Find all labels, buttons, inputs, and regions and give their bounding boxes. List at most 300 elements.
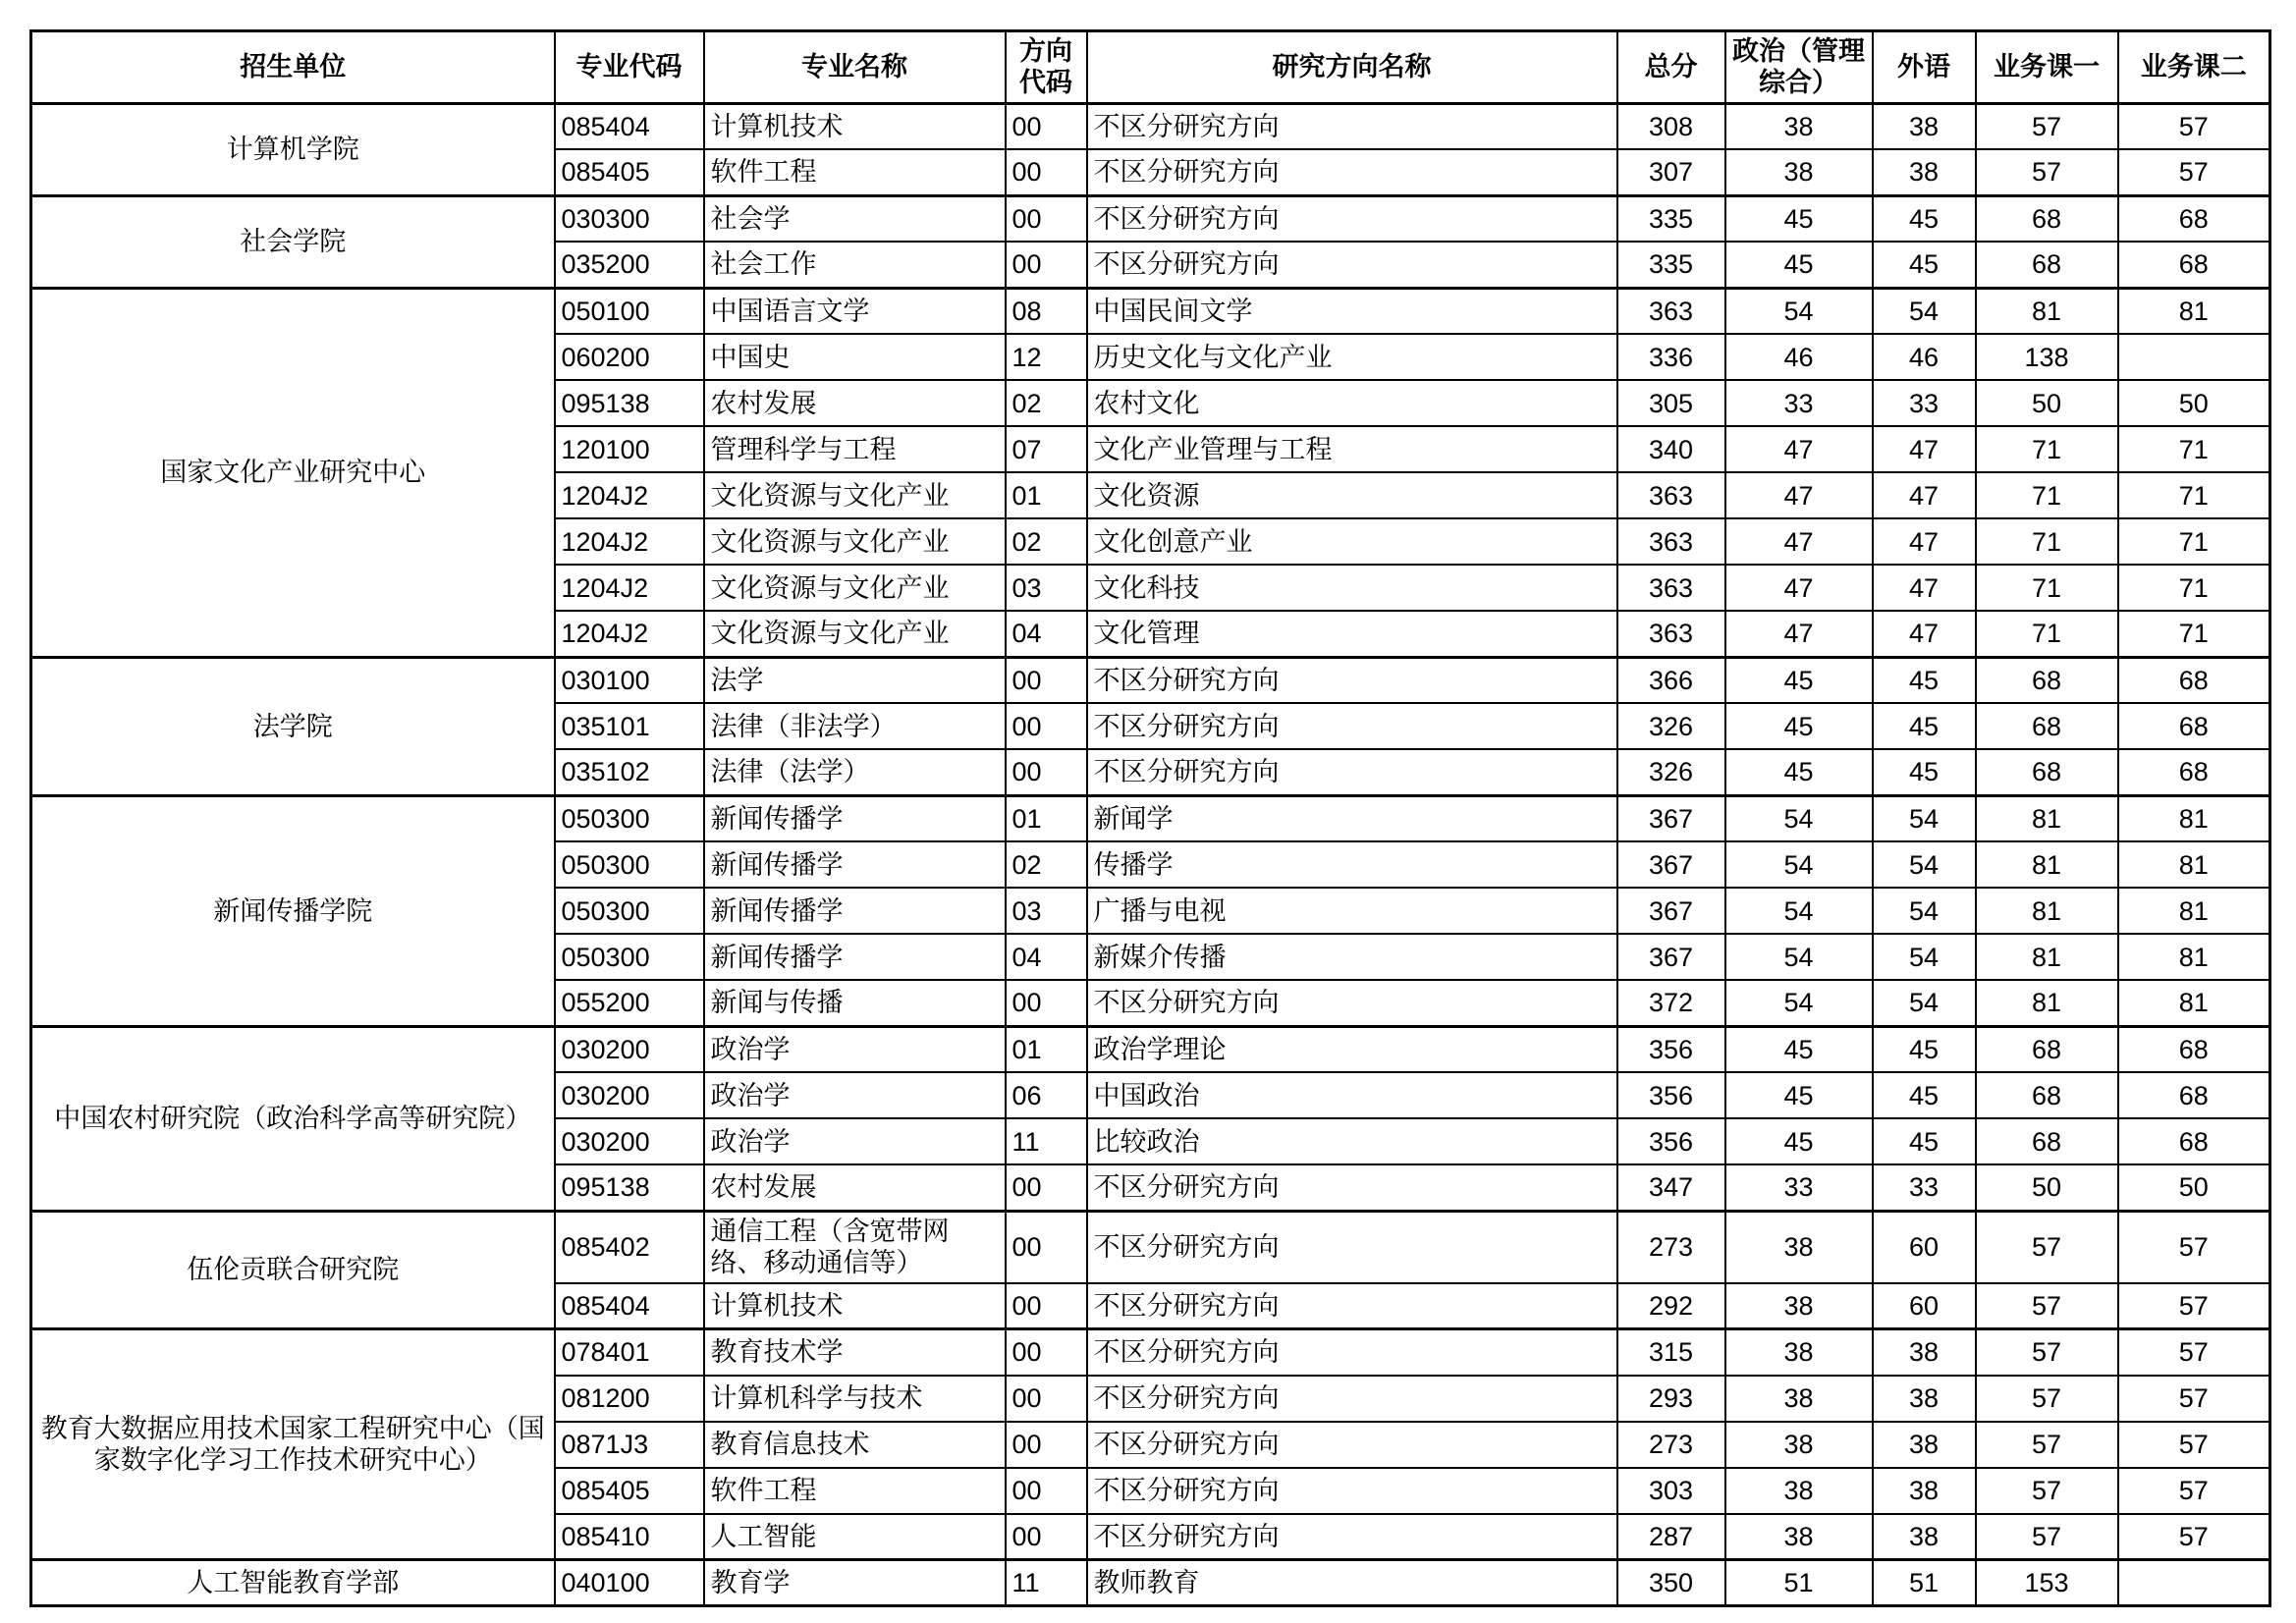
direction-code-cell: 00 bbox=[1006, 1211, 1087, 1282]
major-code-cell: 030200 bbox=[555, 1118, 704, 1164]
major-name-cell: 计算机技术 bbox=[704, 1283, 1006, 1329]
total-score-cell: 305 bbox=[1617, 380, 1725, 426]
direction-name-cell: 传播学 bbox=[1087, 841, 1617, 888]
header-total-score: 总分 bbox=[1617, 31, 1725, 104]
major-code-cell: 085405 bbox=[555, 1468, 704, 1514]
table-row bbox=[31, 1329, 2270, 1376]
course-two-cell: 57 bbox=[2118, 1422, 2270, 1468]
major-name-cell: 新闻传播学 bbox=[704, 934, 1006, 980]
direction-name-cell: 不区分研究方向 bbox=[1087, 1468, 1617, 1514]
header-course-two: 业务课二 bbox=[2118, 31, 2270, 104]
major-name-cell: 社会学 bbox=[704, 195, 1006, 242]
course-one-cell: 57 bbox=[1976, 1468, 2118, 1514]
header-major-name: 专业名称 bbox=[704, 31, 1006, 104]
total-score-cell: 335 bbox=[1617, 242, 1725, 288]
course-one-cell: 50 bbox=[1976, 380, 2118, 426]
table-row bbox=[31, 1560, 2270, 1606]
course-one-cell: 57 bbox=[1976, 1376, 2118, 1422]
total-score-cell: 367 bbox=[1617, 888, 1725, 934]
course-two-cell: 68 bbox=[2118, 703, 2270, 749]
direction-name-cell: 不区分研究方向 bbox=[1087, 149, 1617, 195]
foreign-language-cell: 38 bbox=[1873, 1422, 1976, 1468]
direction-code-cell: 04 bbox=[1006, 934, 1087, 980]
direction-code-cell: 00 bbox=[1006, 149, 1087, 195]
direction-code-cell: 00 bbox=[1006, 103, 1087, 149]
direction-code-cell: 07 bbox=[1006, 426, 1087, 472]
course-one-cell: 57 bbox=[1976, 1514, 2118, 1560]
major-code-cell: 050300 bbox=[555, 795, 704, 841]
foreign-language-cell: 45 bbox=[1873, 195, 1976, 242]
major-code-cell: 095138 bbox=[555, 1164, 704, 1211]
total-score-cell: 273 bbox=[1617, 1422, 1725, 1468]
major-code-cell: 050100 bbox=[555, 288, 704, 334]
total-score-cell: 356 bbox=[1617, 1026, 1725, 1072]
foreign-language-cell: 54 bbox=[1873, 841, 1976, 888]
total-score-cell: 335 bbox=[1617, 195, 1725, 242]
foreign-language-cell: 54 bbox=[1873, 288, 1976, 334]
total-score-cell: 356 bbox=[1617, 1072, 1725, 1118]
major-code-cell: 095138 bbox=[555, 380, 704, 426]
header-politics: 政治（管理综合） bbox=[1725, 31, 1873, 104]
total-score-cell: 336 bbox=[1617, 334, 1725, 380]
direction-name-cell: 不区分研究方向 bbox=[1087, 1514, 1617, 1560]
course-two-cell: 81 bbox=[2118, 795, 2270, 841]
foreign-language-cell: 45 bbox=[1873, 1072, 1976, 1118]
course-two-cell: 71 bbox=[2118, 565, 2270, 611]
course-one-cell: 68 bbox=[1976, 1026, 2118, 1072]
major-name-cell: 软件工程 bbox=[704, 1468, 1006, 1514]
major-code-cell: 085402 bbox=[555, 1211, 704, 1282]
direction-code-cell: 03 bbox=[1006, 565, 1087, 611]
table-header bbox=[31, 31, 2270, 104]
total-score-cell: 372 bbox=[1617, 980, 1725, 1026]
major-name-cell: 文化资源与文化产业 bbox=[704, 565, 1006, 611]
course-one-cell: 138 bbox=[1976, 334, 2118, 380]
foreign-language-cell: 38 bbox=[1873, 149, 1976, 195]
direction-name-cell: 不区分研究方向 bbox=[1087, 242, 1617, 288]
direction-name-cell: 不区分研究方向 bbox=[1087, 1164, 1617, 1211]
direction-name-cell: 不区分研究方向 bbox=[1087, 1422, 1617, 1468]
total-score-cell: 363 bbox=[1617, 518, 1725, 565]
course-two-cell: 68 bbox=[2118, 1118, 2270, 1164]
politics-cell: 38 bbox=[1725, 103, 1873, 149]
direction-code-cell: 00 bbox=[1006, 980, 1087, 1026]
direction-code-cell: 11 bbox=[1006, 1560, 1087, 1606]
politics-cell: 45 bbox=[1725, 242, 1873, 288]
table-row bbox=[31, 103, 2270, 149]
direction-code-cell: 00 bbox=[1006, 1283, 1087, 1329]
politics-cell: 38 bbox=[1725, 1211, 1873, 1282]
politics-cell: 54 bbox=[1725, 934, 1873, 980]
total-score-cell: 363 bbox=[1617, 288, 1725, 334]
unit-cell: 伍伦贡联合研究院 bbox=[31, 1211, 555, 1328]
major-name-cell: 政治学 bbox=[704, 1026, 1006, 1072]
politics-cell: 38 bbox=[1725, 1514, 1873, 1560]
course-two-cell: 71 bbox=[2118, 472, 2270, 518]
major-code-cell: 120100 bbox=[555, 426, 704, 472]
direction-name-cell: 新闻学 bbox=[1087, 795, 1617, 841]
direction-name-cell: 不区分研究方向 bbox=[1087, 103, 1617, 149]
course-two-cell: 81 bbox=[2118, 934, 2270, 980]
direction-code-cell: 00 bbox=[1006, 242, 1087, 288]
direction-name-cell: 农村文化 bbox=[1087, 380, 1617, 426]
major-code-cell: 085410 bbox=[555, 1514, 704, 1560]
foreign-language-cell: 47 bbox=[1873, 472, 1976, 518]
total-score-cell: 366 bbox=[1617, 657, 1725, 703]
major-code-cell: 030100 bbox=[555, 657, 704, 703]
table-row bbox=[31, 1026, 2270, 1072]
foreign-language-cell: 47 bbox=[1873, 426, 1976, 472]
table-row bbox=[31, 795, 2270, 841]
course-two-cell: 68 bbox=[2118, 657, 2270, 703]
politics-cell: 45 bbox=[1725, 703, 1873, 749]
course-two-cell bbox=[2118, 334, 2270, 380]
course-one-cell: 57 bbox=[1976, 103, 2118, 149]
course-two-cell: 81 bbox=[2118, 980, 2270, 1026]
course-one-cell: 68 bbox=[1976, 1072, 2118, 1118]
direction-name-cell: 历史文化与文化产业 bbox=[1087, 334, 1617, 380]
direction-name-cell: 政治学理论 bbox=[1087, 1026, 1617, 1072]
total-score-cell: 363 bbox=[1617, 472, 1725, 518]
politics-cell: 47 bbox=[1725, 472, 1873, 518]
total-score-cell: 340 bbox=[1617, 426, 1725, 472]
politics-cell: 45 bbox=[1725, 1026, 1873, 1072]
major-code-cell: 078401 bbox=[555, 1329, 704, 1376]
major-code-cell: 050300 bbox=[555, 888, 704, 934]
foreign-language-cell: 33 bbox=[1873, 1164, 1976, 1211]
header-direction-name: 研究方向名称 bbox=[1087, 31, 1617, 104]
major-name-cell: 文化资源与文化产业 bbox=[704, 611, 1006, 657]
course-two-cell: 68 bbox=[2118, 749, 2270, 795]
politics-cell: 38 bbox=[1725, 1468, 1873, 1514]
foreign-language-cell: 54 bbox=[1873, 980, 1976, 1026]
course-two-cell: 50 bbox=[2118, 380, 2270, 426]
course-two-cell: 57 bbox=[2118, 149, 2270, 195]
major-name-cell: 政治学 bbox=[704, 1072, 1006, 1118]
total-score-cell: 308 bbox=[1617, 103, 1725, 149]
course-two-cell: 57 bbox=[2118, 1211, 2270, 1282]
foreign-language-cell: 60 bbox=[1873, 1211, 1976, 1282]
course-one-cell: 68 bbox=[1976, 749, 2118, 795]
politics-cell: 54 bbox=[1725, 288, 1873, 334]
table-row bbox=[31, 195, 2270, 242]
direction-code-cell: 01 bbox=[1006, 472, 1087, 518]
course-two-cell: 57 bbox=[2118, 103, 2270, 149]
table-row bbox=[31, 288, 2270, 334]
direction-name-cell: 文化创意产业 bbox=[1087, 518, 1617, 565]
header-major-code: 专业代码 bbox=[555, 31, 704, 104]
total-score-cell: 293 bbox=[1617, 1376, 1725, 1422]
politics-cell: 45 bbox=[1725, 749, 1873, 795]
course-one-cell: 71 bbox=[1976, 565, 2118, 611]
politics-cell: 33 bbox=[1725, 1164, 1873, 1211]
header-direction-code: 方向代码 bbox=[1006, 31, 1087, 104]
unit-cell: 社会学院 bbox=[31, 195, 555, 288]
politics-cell: 45 bbox=[1725, 1072, 1873, 1118]
direction-code-cell: 00 bbox=[1006, 1468, 1087, 1514]
major-name-cell: 社会工作 bbox=[704, 242, 1006, 288]
course-one-cell: 68 bbox=[1976, 195, 2118, 242]
major-code-cell: 030200 bbox=[555, 1026, 704, 1072]
total-score-cell: 367 bbox=[1617, 934, 1725, 980]
total-score-cell: 315 bbox=[1617, 1329, 1725, 1376]
course-two-cell: 81 bbox=[2118, 841, 2270, 888]
course-two-cell bbox=[2118, 1560, 2270, 1606]
direction-code-cell: 00 bbox=[1006, 195, 1087, 242]
foreign-language-cell: 45 bbox=[1873, 657, 1976, 703]
course-one-cell: 81 bbox=[1976, 888, 2118, 934]
major-name-cell: 教育信息技术 bbox=[704, 1422, 1006, 1468]
admission-score-table bbox=[29, 29, 2271, 1607]
politics-cell: 54 bbox=[1725, 980, 1873, 1026]
major-code-cell: 085404 bbox=[555, 1283, 704, 1329]
politics-cell: 33 bbox=[1725, 380, 1873, 426]
foreign-language-cell: 45 bbox=[1873, 749, 1976, 795]
course-one-cell: 81 bbox=[1976, 980, 2118, 1026]
politics-cell: 38 bbox=[1725, 1329, 1873, 1376]
major-code-cell: 1204J2 bbox=[555, 518, 704, 565]
foreign-language-cell: 60 bbox=[1873, 1283, 1976, 1329]
major-name-cell: 计算机科学与技术 bbox=[704, 1376, 1006, 1422]
header-row bbox=[31, 31, 2270, 104]
major-name-cell: 教育学 bbox=[704, 1560, 1006, 1606]
major-code-cell: 035101 bbox=[555, 703, 704, 749]
direction-name-cell: 文化产业管理与工程 bbox=[1087, 426, 1617, 472]
course-two-cell: 81 bbox=[2118, 288, 2270, 334]
direction-code-cell: 02 bbox=[1006, 841, 1087, 888]
major-name-cell: 政治学 bbox=[704, 1118, 1006, 1164]
course-one-cell: 81 bbox=[1976, 795, 2118, 841]
major-name-cell: 法学 bbox=[704, 657, 1006, 703]
direction-code-cell: 00 bbox=[1006, 1422, 1087, 1468]
major-code-cell: 085405 bbox=[555, 149, 704, 195]
politics-cell: 47 bbox=[1725, 518, 1873, 565]
total-score-cell: 273 bbox=[1617, 1211, 1725, 1282]
direction-name-cell: 中国民间文学 bbox=[1087, 288, 1617, 334]
unit-cell: 教育大数据应用技术国家工程研究中心（国家数字化学习工作技术研究中心） bbox=[31, 1329, 555, 1560]
course-one-cell: 57 bbox=[1976, 1422, 2118, 1468]
course-two-cell: 50 bbox=[2118, 1164, 2270, 1211]
major-code-cell: 050300 bbox=[555, 841, 704, 888]
course-one-cell: 81 bbox=[1976, 934, 2118, 980]
direction-name-cell: 不区分研究方向 bbox=[1087, 980, 1617, 1026]
course-one-cell: 68 bbox=[1976, 1118, 2118, 1164]
total-score-cell: 363 bbox=[1617, 565, 1725, 611]
total-score-cell: 326 bbox=[1617, 749, 1725, 795]
course-one-cell: 153 bbox=[1976, 1560, 2118, 1606]
direction-name-cell: 不区分研究方向 bbox=[1087, 1329, 1617, 1376]
unit-cell: 中国农村研究院（政治科学高等研究院） bbox=[31, 1026, 555, 1211]
total-score-cell: 367 bbox=[1617, 841, 1725, 888]
course-two-cell: 81 bbox=[2118, 888, 2270, 934]
direction-name-cell: 文化资源 bbox=[1087, 472, 1617, 518]
direction-name-cell: 新媒介传播 bbox=[1087, 934, 1617, 980]
foreign-language-cell: 54 bbox=[1873, 934, 1976, 980]
politics-cell: 45 bbox=[1725, 1118, 1873, 1164]
total-score-cell: 363 bbox=[1617, 611, 1725, 657]
politics-cell: 54 bbox=[1725, 841, 1873, 888]
unit-cell: 法学院 bbox=[31, 657, 555, 795]
direction-name-cell: 中国政治 bbox=[1087, 1072, 1617, 1118]
foreign-language-cell: 47 bbox=[1873, 565, 1976, 611]
foreign-language-cell: 38 bbox=[1873, 1376, 1976, 1422]
course-two-cell: 57 bbox=[2118, 1329, 2270, 1376]
politics-cell: 54 bbox=[1725, 888, 1873, 934]
direction-name-cell: 不区分研究方向 bbox=[1087, 749, 1617, 795]
course-one-cell: 71 bbox=[1976, 472, 2118, 518]
foreign-language-cell: 45 bbox=[1873, 703, 1976, 749]
course-two-cell: 57 bbox=[2118, 1514, 2270, 1560]
course-one-cell: 81 bbox=[1976, 841, 2118, 888]
major-name-cell: 新闻传播学 bbox=[704, 888, 1006, 934]
foreign-language-cell: 38 bbox=[1873, 1514, 1976, 1560]
table-row bbox=[31, 657, 2270, 703]
politics-cell: 38 bbox=[1725, 1376, 1873, 1422]
major-code-cell: 081200 bbox=[555, 1376, 704, 1422]
course-one-cell: 68 bbox=[1976, 703, 2118, 749]
direction-name-cell: 不区分研究方向 bbox=[1087, 1283, 1617, 1329]
direction-name-cell: 不区分研究方向 bbox=[1087, 1211, 1617, 1282]
course-two-cell: 71 bbox=[2118, 611, 2270, 657]
header-unit: 招生单位 bbox=[31, 31, 555, 104]
total-score-cell: 292 bbox=[1617, 1283, 1725, 1329]
direction-name-cell: 不区分研究方向 bbox=[1087, 703, 1617, 749]
major-code-cell: 060200 bbox=[555, 334, 704, 380]
foreign-language-cell: 33 bbox=[1873, 380, 1976, 426]
major-code-cell: 055200 bbox=[555, 980, 704, 1026]
major-name-cell: 新闻与传播 bbox=[704, 980, 1006, 1026]
header-foreign-language: 外语 bbox=[1873, 31, 1976, 104]
major-code-cell: 040100 bbox=[555, 1560, 704, 1606]
major-code-cell: 1204J2 bbox=[555, 472, 704, 518]
politics-cell: 47 bbox=[1725, 565, 1873, 611]
course-two-cell: 68 bbox=[2118, 1026, 2270, 1072]
major-name-cell: 新闻传播学 bbox=[704, 841, 1006, 888]
course-one-cell: 57 bbox=[1976, 1283, 2118, 1329]
direction-code-cell: 01 bbox=[1006, 795, 1087, 841]
unit-cell: 人工智能教育学部 bbox=[31, 1560, 555, 1606]
course-one-cell: 50 bbox=[1976, 1164, 2118, 1211]
foreign-language-cell: 45 bbox=[1873, 1118, 1976, 1164]
foreign-language-cell: 46 bbox=[1873, 334, 1976, 380]
major-name-cell: 农村发展 bbox=[704, 380, 1006, 426]
course-one-cell: 81 bbox=[1976, 288, 2118, 334]
major-name-cell: 中国语言文学 bbox=[704, 288, 1006, 334]
politics-cell: 38 bbox=[1725, 1422, 1873, 1468]
direction-name-cell: 比较政治 bbox=[1087, 1118, 1617, 1164]
direction-code-cell: 06 bbox=[1006, 1072, 1087, 1118]
direction-code-cell: 00 bbox=[1006, 703, 1087, 749]
total-score-cell: 350 bbox=[1617, 1560, 1725, 1606]
direction-name-cell: 不区分研究方向 bbox=[1087, 657, 1617, 703]
course-one-cell: 57 bbox=[1976, 1211, 2118, 1282]
major-name-cell: 文化资源与文化产业 bbox=[704, 472, 1006, 518]
unit-cell: 新闻传播学院 bbox=[31, 795, 555, 1026]
course-two-cell: 68 bbox=[2118, 1072, 2270, 1118]
foreign-language-cell: 45 bbox=[1873, 1026, 1976, 1072]
total-score-cell: 287 bbox=[1617, 1514, 1725, 1560]
major-code-cell: 035200 bbox=[555, 242, 704, 288]
politics-cell: 38 bbox=[1725, 149, 1873, 195]
course-two-cell: 57 bbox=[2118, 1468, 2270, 1514]
direction-name-cell: 广播与电视 bbox=[1087, 888, 1617, 934]
foreign-language-cell: 47 bbox=[1873, 611, 1976, 657]
major-code-cell: 1204J2 bbox=[555, 565, 704, 611]
header-course-one: 业务课一 bbox=[1976, 31, 2118, 104]
direction-code-cell: 00 bbox=[1006, 657, 1087, 703]
major-name-cell: 计算机技术 bbox=[704, 103, 1006, 149]
direction-code-cell: 00 bbox=[1006, 1376, 1087, 1422]
course-one-cell: 68 bbox=[1976, 242, 2118, 288]
course-one-cell: 71 bbox=[1976, 518, 2118, 565]
course-two-cell: 71 bbox=[2118, 426, 2270, 472]
foreign-language-cell: 54 bbox=[1873, 888, 1976, 934]
direction-name-cell: 不区分研究方向 bbox=[1087, 195, 1617, 242]
major-code-cell: 0871J3 bbox=[555, 1422, 704, 1468]
major-code-cell: 030200 bbox=[555, 1072, 704, 1118]
direction-name-cell: 文化科技 bbox=[1087, 565, 1617, 611]
unit-cell: 计算机学院 bbox=[31, 103, 555, 195]
major-name-cell: 管理科学与工程 bbox=[704, 426, 1006, 472]
major-code-cell: 1204J2 bbox=[555, 611, 704, 657]
politics-cell: 46 bbox=[1725, 334, 1873, 380]
politics-cell: 45 bbox=[1725, 657, 1873, 703]
course-two-cell: 68 bbox=[2118, 195, 2270, 242]
politics-cell: 54 bbox=[1725, 795, 1873, 841]
foreign-language-cell: 38 bbox=[1873, 1329, 1976, 1376]
total-score-cell: 307 bbox=[1617, 149, 1725, 195]
foreign-language-cell: 38 bbox=[1873, 1468, 1976, 1514]
major-name-cell: 通信工程（含宽带网络、移动通信等） bbox=[704, 1211, 1006, 1282]
course-one-cell: 68 bbox=[1976, 657, 2118, 703]
course-two-cell: 57 bbox=[2118, 1376, 2270, 1422]
direction-code-cell: 00 bbox=[1006, 1164, 1087, 1211]
course-two-cell: 68 bbox=[2118, 242, 2270, 288]
major-code-cell: 085404 bbox=[555, 103, 704, 149]
politics-cell: 38 bbox=[1725, 1283, 1873, 1329]
total-score-cell: 326 bbox=[1617, 703, 1725, 749]
major-code-cell: 050300 bbox=[555, 934, 704, 980]
total-score-cell: 356 bbox=[1617, 1118, 1725, 1164]
course-one-cell: 71 bbox=[1976, 611, 2118, 657]
politics-cell: 47 bbox=[1725, 611, 1873, 657]
table-body bbox=[31, 103, 2270, 1605]
direction-code-cell: 04 bbox=[1006, 611, 1087, 657]
course-one-cell: 57 bbox=[1976, 1329, 2118, 1376]
major-name-cell: 人工智能 bbox=[704, 1514, 1006, 1560]
direction-name-cell: 文化管理 bbox=[1087, 611, 1617, 657]
course-one-cell: 57 bbox=[1976, 149, 2118, 195]
table-row bbox=[31, 1211, 2270, 1282]
major-code-cell: 035102 bbox=[555, 749, 704, 795]
major-name-cell: 文化资源与文化产业 bbox=[704, 518, 1006, 565]
direction-code-cell: 02 bbox=[1006, 380, 1087, 426]
course-two-cell: 57 bbox=[2118, 1283, 2270, 1329]
foreign-language-cell: 38 bbox=[1873, 103, 1976, 149]
politics-cell: 51 bbox=[1725, 1560, 1873, 1606]
total-score-cell: 367 bbox=[1617, 795, 1725, 841]
direction-code-cell: 03 bbox=[1006, 888, 1087, 934]
politics-cell: 47 bbox=[1725, 426, 1873, 472]
major-name-cell: 软件工程 bbox=[704, 149, 1006, 195]
major-code-cell: 030300 bbox=[555, 195, 704, 242]
direction-code-cell: 00 bbox=[1006, 1329, 1087, 1376]
major-name-cell: 法律（非法学） bbox=[704, 703, 1006, 749]
unit-cell: 国家文化产业研究中心 bbox=[31, 288, 555, 657]
direction-code-cell: 12 bbox=[1006, 334, 1087, 380]
direction-code-cell: 08 bbox=[1006, 288, 1087, 334]
foreign-language-cell: 51 bbox=[1873, 1560, 1976, 1606]
